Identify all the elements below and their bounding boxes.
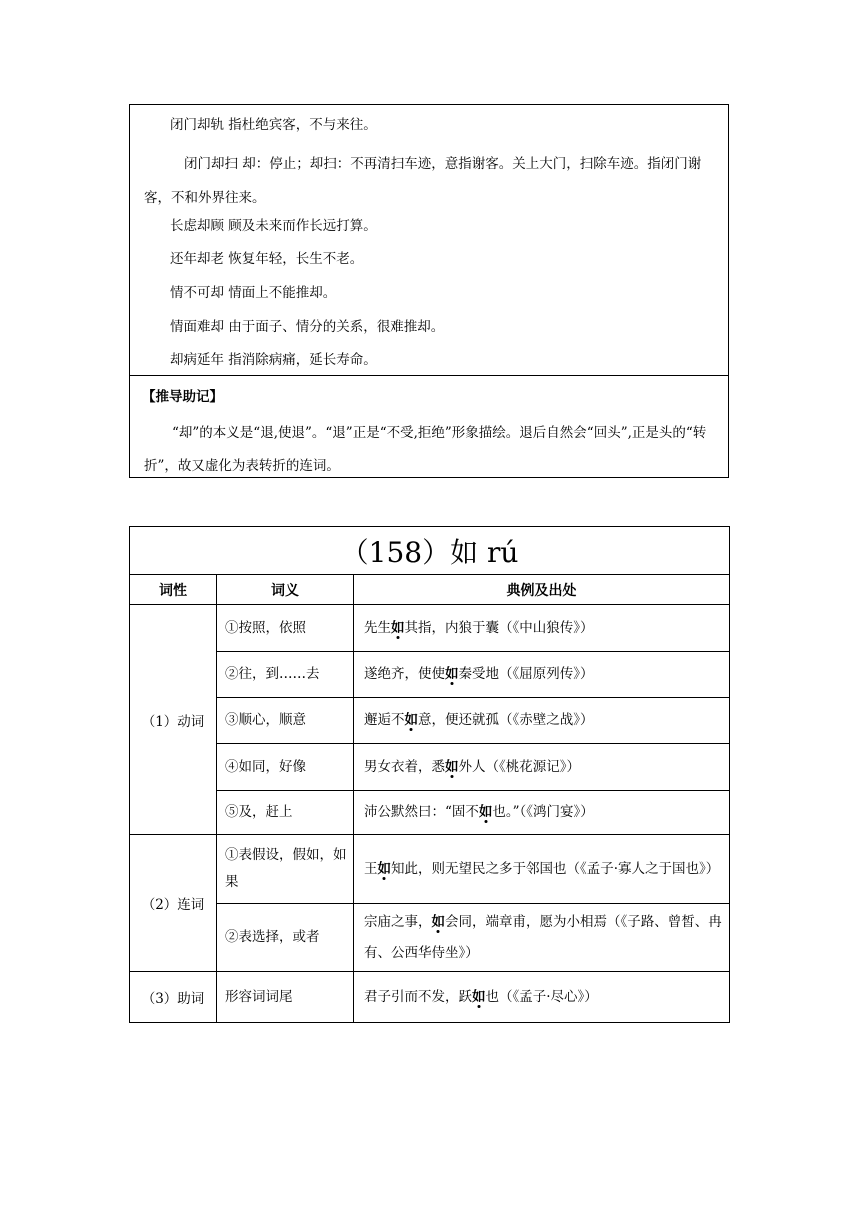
idiom-definition: 指消除病痛，延长寿命。 <box>228 352 377 368</box>
example-cell: 王如知此，则无望民之多于邻国也（《孟子·寡人之于国也》） <box>354 835 730 904</box>
meaning-cell: ①按照，依照 <box>217 605 354 652</box>
table-row <box>130 698 730 744</box>
keyword: 如 <box>377 860 391 877</box>
meaning-cell: 形容词词尾 <box>217 972 354 1023</box>
keyword: 如 <box>445 666 459 682</box>
table-row <box>130 972 730 1023</box>
pos-verb: （1）动词 <box>130 605 217 835</box>
table-row <box>130 904 730 972</box>
idiom-term: 却病延年 <box>170 352 224 368</box>
idiom-item <box>130 350 728 370</box>
keyword: 如 <box>445 758 459 775</box>
example-cell: 君子引而不发，跃如也（《孟子·尽心》） <box>354 972 730 1023</box>
idiom-item <box>130 249 728 269</box>
example-cell: 沛公默然曰：“固不如也。”（《鸿门宴》） <box>354 791 730 835</box>
idiom-item <box>130 216 728 236</box>
entry-table <box>129 526 730 1023</box>
idiom-term: 情面难却 <box>170 319 224 335</box>
keyword: 如 <box>391 619 405 636</box>
mnemonic-text: “却”的本义是“退,使退”。“退”正是“不受,拒绝”形象描绘。退后自然会“回头”,正是头的“转折”，故又虚化为表转折的连词。 <box>144 425 707 474</box>
idiom-definition: 却：停止；却扫：不再清扫车迹，意指谢客。关上大门，扫除车迹。指闭门谢客，不和外界往来。 <box>144 156 702 206</box>
example-cell: 宗庙之事，如会同，端章甫，愿为小相焉（《子路、曾皙、冉有、公西华侍坐》） <box>354 904 730 972</box>
table-row <box>130 744 730 791</box>
idiom-item <box>130 115 728 135</box>
meaning-cell: ①表假设，假如，如果 <box>217 835 354 904</box>
idiom-definition: 情面上不能推却。 <box>228 285 337 301</box>
meaning-cell: ②表选择，或者 <box>217 904 354 972</box>
meaning-cell: ②往，到……去 <box>217 652 354 698</box>
header-pos: 词性 <box>130 575 217 605</box>
idiom-item <box>130 283 728 303</box>
meaning-cell: ④如同，好像 <box>217 744 354 791</box>
example-cell: 遂绝齐，使使如秦受地（《屈原列传》） <box>354 652 730 698</box>
pos-conjunction: （2）连词 <box>130 835 217 972</box>
keyword: 如 <box>404 712 418 728</box>
table-row <box>130 605 730 652</box>
idiom-term: 情不可却 <box>170 285 224 301</box>
idiom-definition: 恢复年轻，长生不老。 <box>228 251 364 267</box>
keyword: 如 <box>472 988 486 1005</box>
meaning-cell: ⑤及，赶上 <box>217 791 354 835</box>
pos-particle: （3）助词 <box>130 972 217 1023</box>
idiom-item <box>130 147 728 215</box>
idiom-list <box>130 105 728 376</box>
table-row <box>130 791 730 835</box>
idiom-term: 还年却老 <box>170 251 224 267</box>
idiom-term: 闭门却轨 <box>170 117 224 133</box>
keyword: 如 <box>431 913 445 930</box>
idiom-definition: 指杜绝宾客，不与来往。 <box>228 117 377 133</box>
idiom-definition: 顾及未来而作长远打算。 <box>228 218 377 234</box>
table-row <box>130 652 730 698</box>
idiom-box <box>129 104 729 478</box>
keyword: 如 <box>478 804 493 820</box>
header-meaning: 词义 <box>217 575 354 605</box>
header-example: 典例及出处 <box>354 575 730 605</box>
idiom-definition: 由于面子、情分的关系，很难推却。 <box>228 319 445 335</box>
example-cell: 邂逅不如意，便还就孤（《赤壁之战》） <box>354 698 730 744</box>
table-row <box>130 835 730 904</box>
example-cell: 先生如其指，内狼于囊（《中山狼传》） <box>354 605 730 652</box>
entry-title: （158）如 rú <box>130 527 730 575</box>
idiom-term: 长虑却顾 <box>170 218 224 234</box>
mnemonic-title: 【推导助记】 <box>142 389 223 405</box>
idiom-item <box>130 317 728 337</box>
idiom-term: 闭门却扫 <box>184 156 238 172</box>
meaning-cell: ③顺心，顺意 <box>217 698 354 744</box>
example-cell: 男女衣着，悉如外人（《桃花源记》） <box>354 744 730 791</box>
